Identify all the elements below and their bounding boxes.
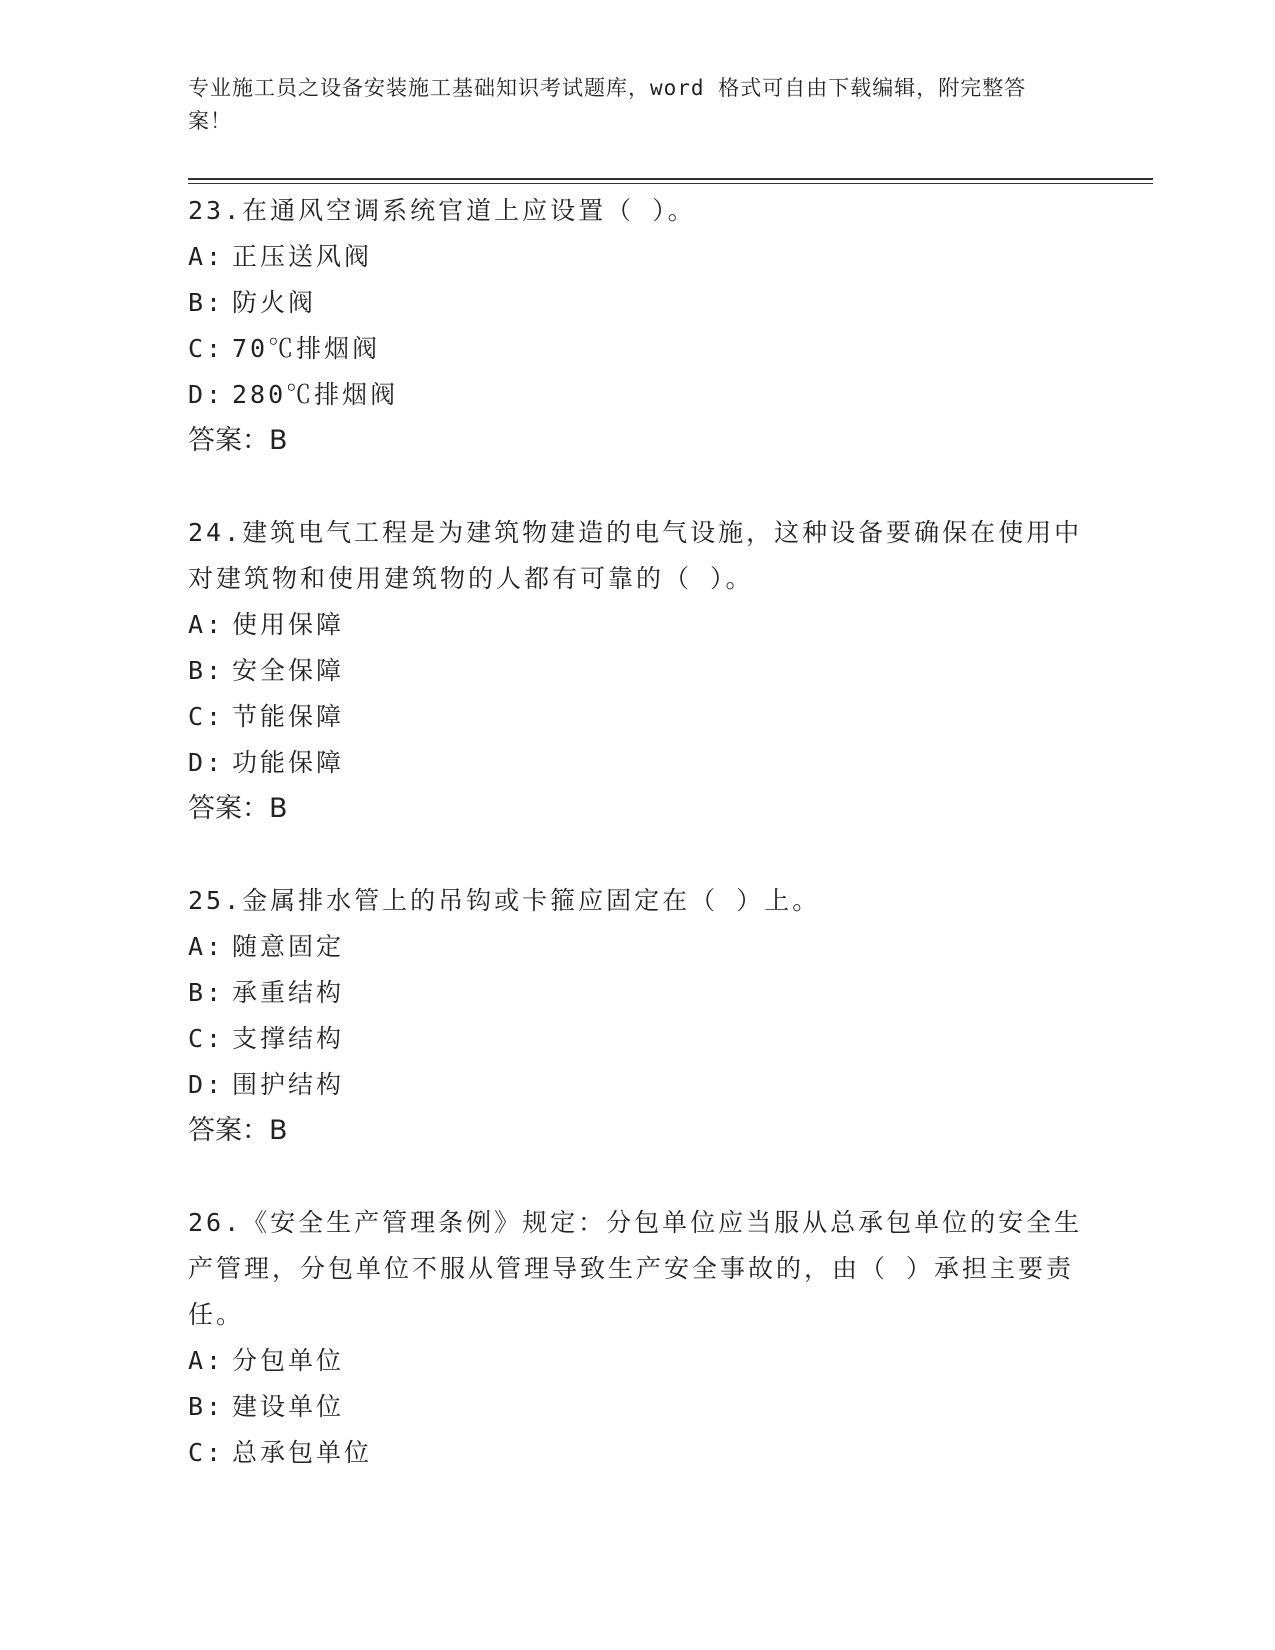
option-a	[188, 234, 1088, 280]
option-text: 围护结构	[232, 1070, 345, 1099]
header-divider	[188, 178, 1153, 180]
question-26	[188, 1200, 1088, 1476]
question-23	[188, 188, 1088, 464]
option-b	[188, 1384, 1088, 1430]
option-label: A:	[188, 932, 225, 961]
option-label: A:	[188, 242, 225, 271]
option-text: 分包单位	[232, 1346, 345, 1375]
option-label: B:	[188, 288, 225, 317]
option-a	[188, 924, 1088, 970]
option-c	[188, 694, 1088, 740]
option-d	[188, 372, 1088, 418]
option-text: 节能保障	[232, 702, 345, 731]
option-label: A:	[188, 610, 225, 639]
option-label: C:	[188, 1438, 225, 1467]
option-label: D:	[188, 1070, 225, 1099]
answer-line: 答案：B	[188, 425, 288, 456]
document-header: 专业施工员之设备安装施工基础知识考试题库，word 格式可自由下载编辑，附完整答案！	[188, 76, 1027, 133]
option-label: A:	[188, 1346, 225, 1375]
answer-line: 答案：B	[188, 793, 288, 824]
question-list	[188, 188, 1088, 1522]
option-label: C:	[188, 1024, 225, 1053]
option-label: B:	[188, 656, 225, 685]
option-c	[188, 1430, 1088, 1476]
option-c	[188, 326, 1088, 372]
option-text: 建设单位	[232, 1392, 345, 1421]
option-d	[188, 1062, 1088, 1108]
option-text: 承重结构	[232, 978, 345, 1007]
option-label: D:	[188, 748, 225, 777]
option-b	[188, 970, 1088, 1016]
option-text: 随意固定	[232, 932, 345, 961]
question-stem: 25.金属排水管上的吊钩或卡箍应固定在（ ）上。	[188, 886, 821, 915]
option-label: B:	[188, 1392, 225, 1421]
option-text: 总承包单位	[232, 1438, 373, 1467]
option-text: 支撑结构	[232, 1024, 345, 1053]
option-label: C:	[188, 702, 225, 731]
option-b	[188, 648, 1088, 694]
option-text: 70℃排烟阀	[232, 334, 381, 363]
option-d	[188, 740, 1088, 786]
option-label: D:	[188, 380, 225, 409]
option-text: 安全保障	[232, 656, 345, 685]
question-stem: 26.《安全生产管理条例》规定：分包单位应当服从总承包单位的安全生产管理，分包单位不服从管理导致生产安全事故的，由（ ）承担主要责任。	[188, 1208, 1083, 1329]
question-stem: 23.在通风空调系统官道上应设置（ ）。	[188, 196, 696, 225]
option-label: B:	[188, 978, 225, 1007]
option-text: 使用保障	[232, 610, 345, 639]
option-text: 防火阀	[232, 288, 317, 317]
header-divider-thin	[188, 183, 1153, 184]
option-b	[188, 280, 1088, 326]
option-a	[188, 602, 1088, 648]
answer-line: 答案：B	[188, 1115, 288, 1146]
question-stem: 24.建筑电气工程是为建筑物建造的电气设施，这种设备要确保在使用中对建筑物和使用建筑物的人都有可靠的（ ）。	[188, 518, 1083, 593]
question-24	[188, 510, 1088, 832]
option-text: 正压送风阀	[232, 242, 373, 271]
option-a	[188, 1338, 1088, 1384]
option-c	[188, 1016, 1088, 1062]
option-text: 功能保障	[232, 748, 345, 777]
option-label: C:	[188, 334, 225, 363]
question-25	[188, 878, 1088, 1154]
option-text: 280℃排烟阀	[232, 380, 399, 409]
